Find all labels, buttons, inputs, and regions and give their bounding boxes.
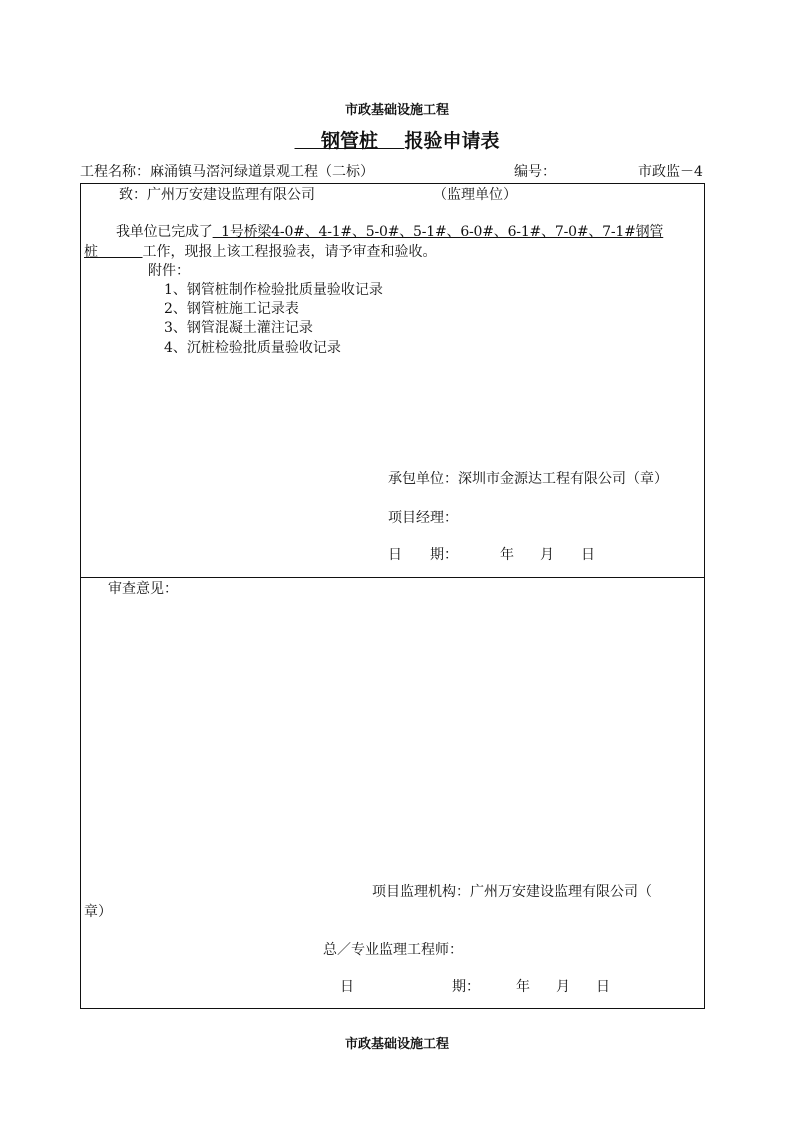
number-value: 市政监－4 (638, 164, 703, 180)
title-prefix-blank (295, 130, 321, 152)
date-day: 日 (596, 979, 610, 995)
body-work-line2: 桩 (84, 244, 143, 260)
supervision-org-line (372, 881, 652, 901)
project-name: 麻涌镇马滘河绿道景观工程（二标） (150, 164, 374, 180)
to-label: 致： (119, 187, 147, 203)
date-day: 日 (581, 547, 595, 563)
date-qi: 期： (452, 979, 480, 995)
date-year: 年 (500, 547, 514, 563)
date-month: 月 (540, 547, 554, 563)
contractor-value: 深圳市金源达工程有限公司（章） (458, 471, 668, 487)
contractor-line (388, 468, 668, 488)
body-work-line1: 1号桥梁4-0#、4-1#、5-0#、5-1#、6-0#、6-1#、7-0#、7-1#钢管 (212, 224, 664, 240)
body-suffix: 工作，现报上该工程报验表，请予审查和验收。 (142, 244, 437, 260)
project-name-line (80, 161, 374, 181)
org-label: 项目监理机构： (372, 884, 470, 900)
org-seal: 章） (84, 904, 112, 920)
attachments-label: 附件： (148, 263, 190, 279)
title-name: 钢管桩 (320, 130, 378, 152)
to-line (119, 184, 315, 204)
engineer-label: 总／专业监理工程师： (323, 942, 463, 958)
manager-label: 项目经理： (388, 510, 458, 526)
to-suffix: （监理单位） (433, 187, 517, 203)
review-label: 审查意见： (108, 581, 178, 597)
header-top-text: 市政基础设施工程 (344, 103, 449, 118)
body-line-1 (116, 221, 700, 241)
date-label: 日 期： (388, 547, 458, 563)
attachment-item: 4、沉桩检验批质量验收记录 (164, 340, 341, 356)
title-suffix: 报验申请表 (404, 130, 500, 152)
date-ri: 日 (340, 979, 354, 995)
body-line-2 (84, 241, 437, 261)
attachment-item: 1、钢管桩制作检验批质量验收记录 (164, 282, 383, 298)
number-label: 编号： (514, 164, 556, 180)
date-month: 月 (556, 979, 570, 995)
page-title (0, 126, 794, 153)
title-mid-blank (378, 130, 404, 152)
body-prefix: 我单位已完成了 (116, 224, 213, 240)
project-label: 工程名称： (80, 164, 150, 180)
footer-text: 市政基础设施工程 (344, 1037, 449, 1052)
attachment-item: 3、钢管混凝土灌注记录 (164, 320, 313, 336)
supervisor-name: 广州万安建设监理有限公司 (147, 187, 315, 203)
contractor-label: 承包单位： (388, 471, 458, 487)
org-value: 广州万安建设监理有限公司（ (470, 884, 652, 900)
date-year: 年 (516, 979, 530, 995)
attachment-item: 2、钢管桩施工记录表 (164, 301, 299, 317)
